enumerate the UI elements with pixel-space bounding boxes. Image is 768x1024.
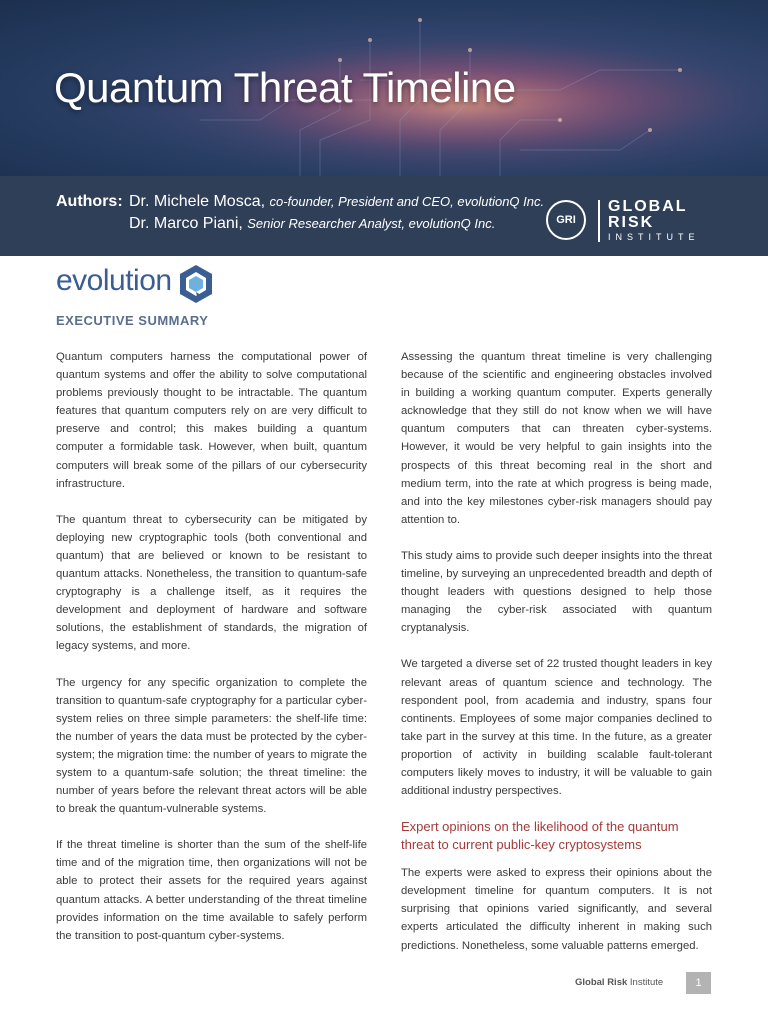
gri-logo (546, 198, 718, 244)
paragraph: The quantum threat to cybersecurity can be mitigated by deploying new cryptographic tools (both conventional and quantum) that are believed or known to be resistant to quantum attacks. Nonetheless, the transition to quantum-safe cryptography is a challenge itself, as it requires the development and deployment of hardware and software solutions, the establishment of standards, the migration of legacy systems, and more. (56, 513, 367, 653)
paragraph: If the threat timeline is shorter than the sum of the shelf-life time and of the migration time, then organizations will not be able to protect their assets for the required years against quantum attacks. A better understanding of the threat timeline provides information on the time available to safely perform the transition to post-quantum cyber-systems. (56, 839, 367, 942)
author-1 (129, 193, 544, 211)
author-2-role: Senior Researcher Analyst, evolutionQ Inc. (247, 216, 496, 231)
footer-label-bold: Global Risk (575, 977, 628, 988)
paragraph: The urgency for any specific organization to complete the transition to quantum-safe cryptography for a particular cyber-system relies on three simple parameters: the shelf-life time: the number of years the data must be protected by the cyber-system; the migration time: the number of years to migrate the system to a quantum-safe solution; the threat timeline: the number of years before the relevant threat actors will be able to break the quantum-vulnerable systems. (56, 676, 367, 816)
author-2-name: Dr. Marco Piani, (129, 215, 243, 232)
paragraph: We targeted a diverse set of 22 trusted thought leaders in key relevant areas of quantum science and technology. The respondent pool, from academia and industry, spans four continents. Employees of some major companies declined to take part in the survey at this time. In the future, as a greater proportion of activity in building scalable fault-tolerant computers likely moves to industry, it will be valuable to gain additional industry perspectives. (401, 658, 712, 798)
authors-label: Authors: (56, 193, 123, 210)
evolution-wordmark: evolution (56, 264, 172, 297)
section-heading: EXECUTIVE SUMMARY (56, 313, 209, 328)
author-band (0, 176, 768, 256)
gri-divider (598, 200, 600, 242)
gri-line-2: RISK (608, 214, 655, 231)
paragraph: This study aims to provide such deeper insights into the threat timeline, by surveying an unprecedented breadth and depth of thought leaders with questions designed to help those managing the cyber-risk associated with quantum cryptanalysis. (401, 549, 712, 635)
hexagon-q-icon (178, 264, 214, 304)
document-title: Quantum Threat Timeline (54, 64, 516, 111)
subheading: Expert opinions on the likelihood of the quantum threat to current public-key cryptosystems (401, 819, 679, 853)
header-banner (0, 0, 768, 176)
right-column (401, 348, 712, 973)
gri-line-1: GLOBAL (608, 198, 688, 215)
paragraph: Quantum computers harness the computational power of quantum systems and offer the ability to solve computational problems previously thought to be intractable. The quantum features that quantum computers rely on are very difficult to preserve and control; this makes building a quantum computer a formidable task. However, when built, quantum computers will break some of the pillars of our cybersecurity infrastructure. (56, 351, 367, 490)
gri-line-3: INSTITUTE (608, 232, 700, 242)
author-2 (129, 215, 495, 233)
gri-circle-icon: GRI (546, 200, 586, 240)
author-1-name: Dr. Michele Mosca, (129, 193, 266, 210)
footer-label (575, 977, 663, 988)
footer-label-normal: Institute (627, 977, 664, 988)
page-number: 1 (686, 972, 711, 994)
author-1-role: co-founder, President and CEO, evolutionQ Inc. (269, 194, 545, 209)
paragraph: The experts were asked to express their opinions about the development timeline for quantum computers. It is not surprising that opinions varied significantly, and several experts articulated the difficulty inherent in making such predictions. Nonetheless, some valuable patterns emerged. (401, 867, 712, 952)
paragraph: Assessing the quantum threat timeline is very challenging because of the scientific and engineering obstacles involved in building a working quantum computer. Experts generally acknowledge that they still do not know when we will have quantum computers that can threaten cyber-systems. However, it would be very helpful to gain insights into the prospects of this threat becoming real in the short and medium term, into the rate at which progress is being made, and into the key milestones cyber-risk managers should pay attention to. (401, 351, 712, 526)
left-column (56, 348, 367, 963)
